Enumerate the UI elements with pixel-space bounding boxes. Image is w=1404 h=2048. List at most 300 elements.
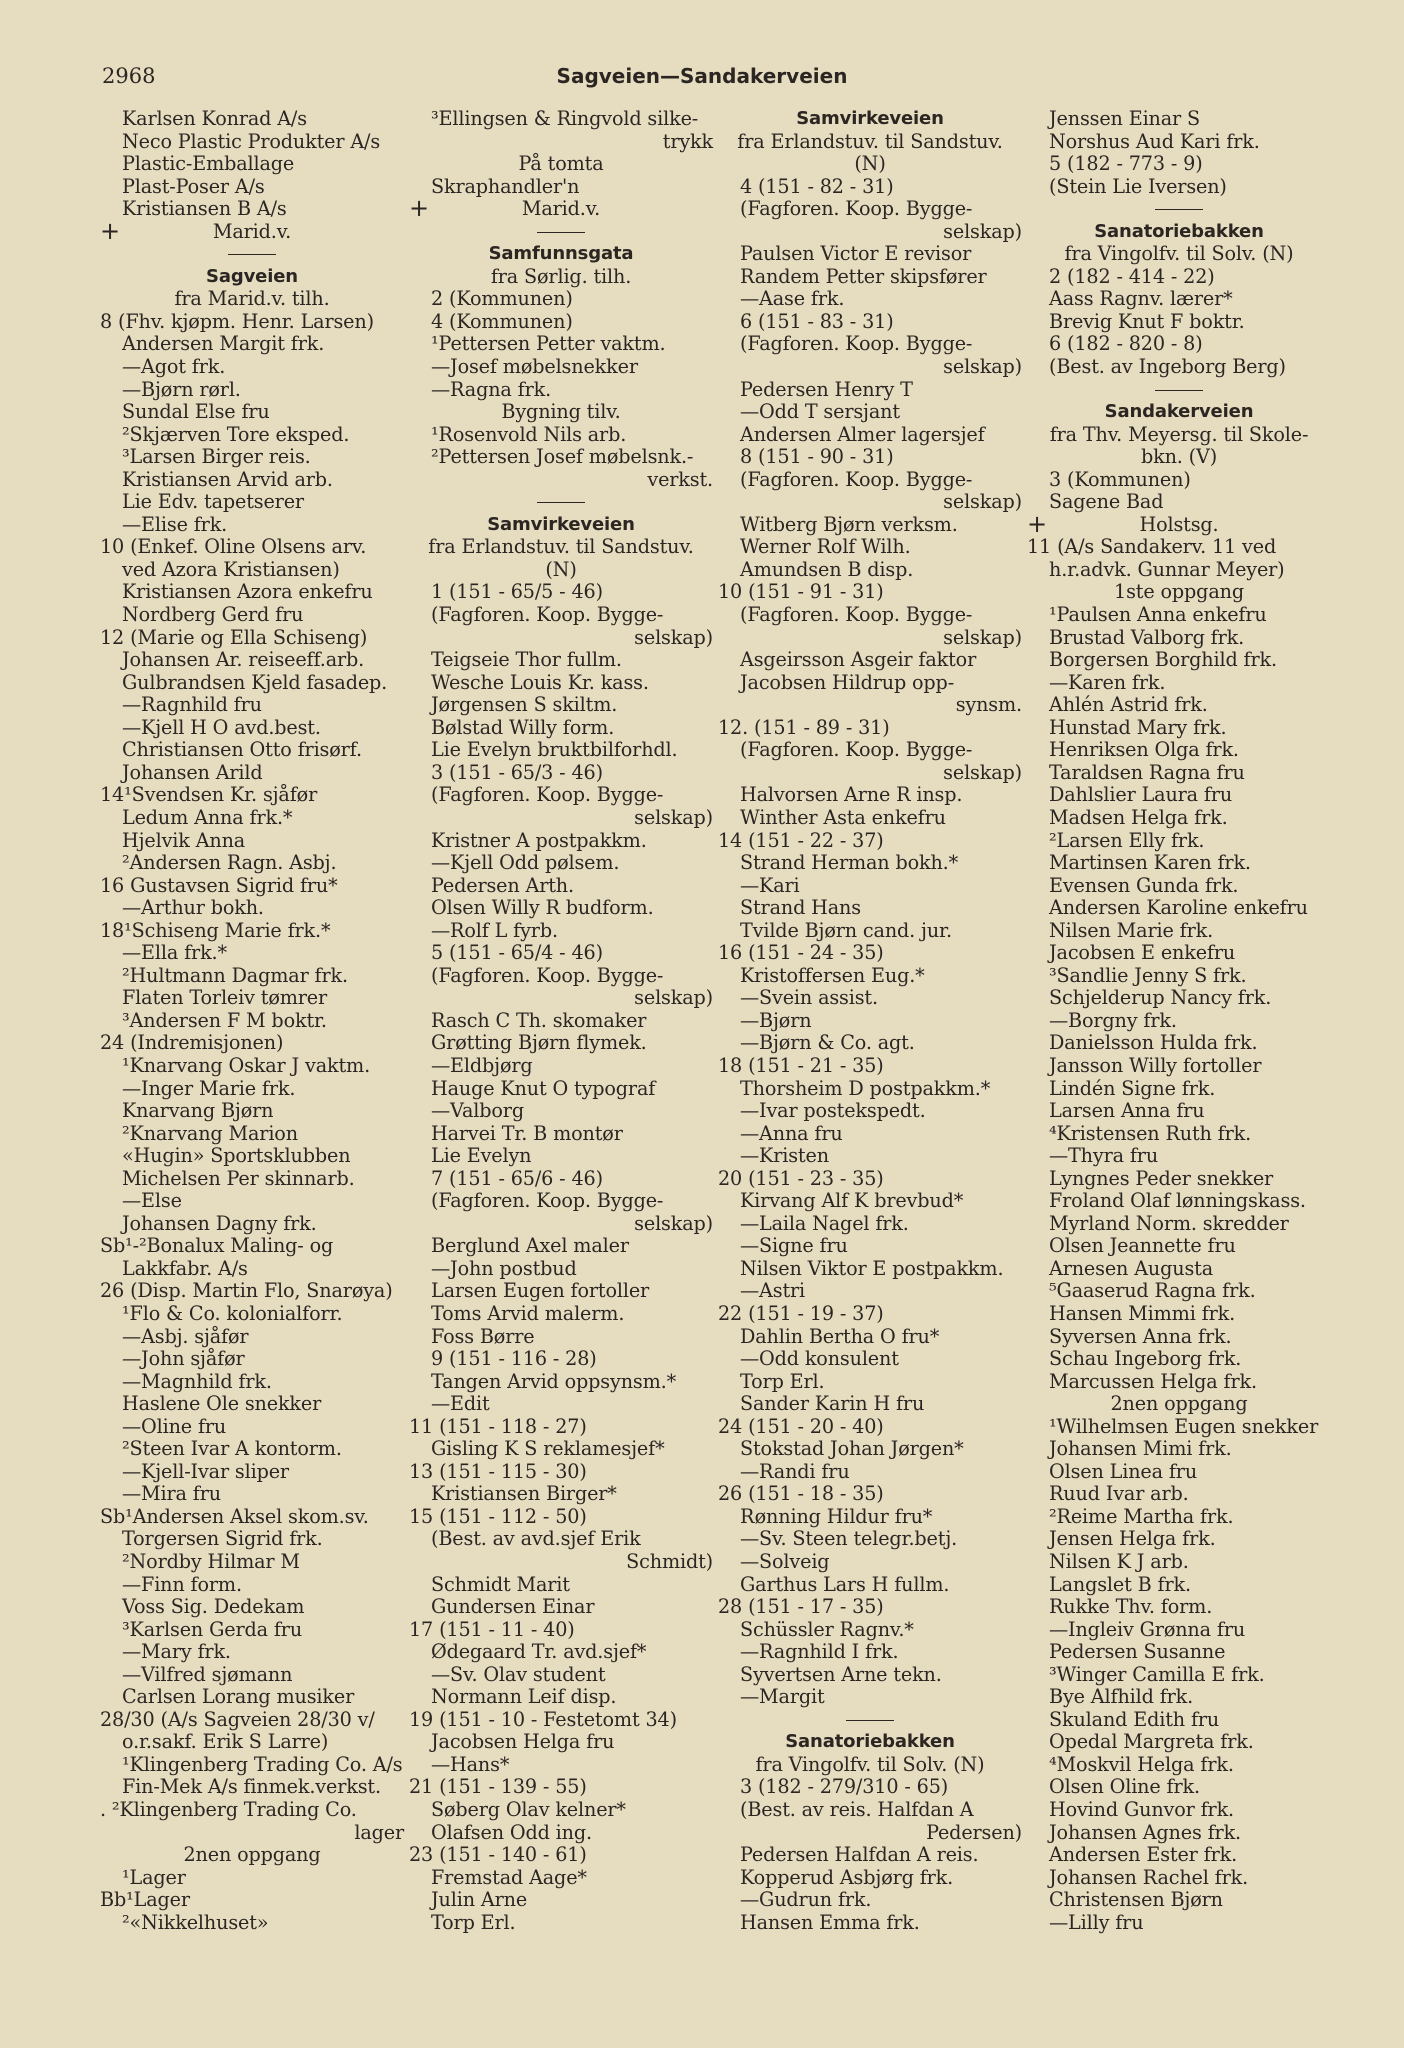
line-text: —Ragnhild fru [122, 693, 262, 717]
line-text: 2 (Kommunen) [431, 287, 573, 311]
line-text: 3 (182 - 279/310 - 65) [740, 1775, 949, 1799]
line-text: Samvirkeveien [796, 108, 944, 129]
line-text: Jørgensen S skiltm. [431, 693, 618, 717]
line-text: Wesche Louis Kr. kass. [431, 670, 649, 694]
line-text: Kristiansen Birger* [431, 1482, 617, 1506]
line-text: Hjelvik Anna [122, 828, 246, 852]
directory-line [718, 717, 1022, 740]
line-text: Stokstad Johan Jørgen* [740, 1437, 964, 1461]
line-text: Olsen Jeannette fru [1049, 1234, 1236, 1258]
directory-line [1027, 852, 1331, 875]
directory-line [409, 762, 713, 785]
column-1 [100, 108, 404, 1934]
directory-line [100, 1664, 404, 1687]
directory-line [1027, 1844, 1331, 1867]
line-text: Ahlén Astrid frk. [1049, 693, 1208, 717]
directory-line [409, 581, 713, 604]
line-text: —Kjell-Ivar sliper [122, 1459, 289, 1483]
directory-line [718, 1213, 1022, 1236]
line-text: Ledum Anna frk.* [122, 805, 293, 829]
line-text: —Ragna frk. [431, 377, 552, 401]
directory-line [1027, 1709, 1331, 1732]
line-text: —John sjåfør [122, 1347, 245, 1371]
section-divider [409, 221, 713, 244]
line-text: Sundal Else fru [122, 400, 270, 424]
line-text: ³Sandlie Jenny S frk. [1049, 963, 1247, 987]
line-text: —Vilfred sjømann [122, 1662, 293, 1686]
line-text: Ødegaard Tr. avd.sjef* [431, 1640, 647, 1664]
line-text: Teigseie Thor fullm. [431, 648, 622, 672]
line-text: —Else [122, 1189, 182, 1213]
line-text: ¹Knarvang Oskar J vaktm. [122, 1053, 371, 1077]
directory-line [1027, 807, 1331, 830]
line-text: Jacobsen E enkefru [1049, 941, 1236, 965]
directory-line [718, 1258, 1022, 1281]
directory-line [1027, 1799, 1331, 1822]
directory-line [409, 649, 713, 672]
line-text: Nilsen Marie frk. [1049, 918, 1214, 942]
directory-line [409, 1483, 713, 1506]
line-text: Winther Asta enkefru [740, 805, 946, 829]
line-text: —Odd T sersjant [740, 400, 900, 424]
directory-line [718, 288, 1022, 311]
line-text: Dahlin Bertha O fru* [740, 1324, 940, 1348]
line-text: —Kari [740, 873, 800, 897]
directory-line [409, 1032, 713, 1055]
line-text: Nilsen K J arb. [1049, 1550, 1189, 1573]
directory-line [409, 1190, 713, 1213]
line-text: ³Winger Camilla E frk. [1049, 1662, 1265, 1686]
directory-line [1027, 694, 1331, 717]
directory-line [1027, 243, 1331, 266]
line-text: 4 (151 - 82 - 31) [740, 174, 894, 198]
directory-line [1027, 1912, 1331, 1935]
directory-line [100, 604, 404, 627]
line-text: fra Vingolfv. til Solv. (N) [755, 1752, 985, 1776]
directory-line [718, 1461, 1022, 1484]
line-text: Pedersen) [926, 1820, 1022, 1844]
directory-line [100, 1123, 404, 1146]
directory-line [718, 1123, 1022, 1146]
directory-line [1027, 131, 1331, 154]
line-text: trykk [662, 129, 713, 153]
line-text: —Mira fru [122, 1482, 221, 1506]
line-text: ⁴Kristensen Ruth frk. [1049, 1121, 1252, 1145]
line-text: lager [354, 1820, 404, 1844]
directory-line [100, 356, 404, 379]
line-text: Langslet B frk. [1049, 1572, 1191, 1596]
line-text: —Solveig [740, 1550, 830, 1573]
directory-line [1027, 1010, 1331, 1033]
line-text: —Kjell H O avd.best. [122, 715, 321, 739]
line-text: 6 (151 - 83 - 31) [740, 309, 894, 333]
line-text: Lyngnes Peder snekker [1049, 1166, 1274, 1190]
line-text: —Eldbjørg [431, 1053, 533, 1077]
directory-line [409, 1010, 713, 1033]
directory-line [100, 1709, 404, 1732]
line-text: 2nen oppgang [183, 1843, 321, 1867]
line-text: Bygning tilv. [501, 400, 621, 424]
line-text: Taraldsen Ragna fru [1049, 760, 1245, 784]
directory-line [409, 1709, 713, 1732]
directory-line [718, 987, 1022, 1010]
line-text: (Fagforen. Koop. Bygge- [740, 603, 973, 627]
line-text: Pedersen Halfdan A reis. [740, 1843, 979, 1867]
directory-line [718, 1055, 1022, 1078]
line-text: Lindén Signe frk. [1049, 1076, 1216, 1100]
directory-line [1027, 1438, 1331, 1461]
directory-line [718, 424, 1022, 447]
line-text: 10 (Enkef. Oline Olsens arv. [100, 535, 367, 559]
line-text: Grøtting Bjørn flymek. [431, 1031, 647, 1055]
line-text: Sagveien [206, 265, 298, 287]
street-heading [409, 514, 713, 537]
line-text: ¹Flo & Co. kolonialforr. [122, 1301, 343, 1325]
line-text: —Odd konsulent [740, 1347, 899, 1371]
directory-line [409, 469, 713, 492]
directory-line [409, 627, 713, 650]
line-text: —Kjell Odd pølsem. [431, 851, 620, 875]
line-text: Samvirkeveien [487, 513, 635, 535]
line-text: 12 (Marie og Ella Schiseng) [100, 625, 368, 649]
line-text: (Fagforen. Koop. Bygge- [431, 963, 664, 987]
directory-line [100, 694, 404, 717]
directory-line [718, 559, 1022, 582]
line-text: (N) [854, 152, 886, 176]
line-text: —Josef møbelsnekker [431, 355, 638, 379]
line-text: Henriksen Olga frk. [1049, 738, 1239, 762]
line-text: Christiansen Otto frisørf. [122, 738, 362, 762]
line-text: Skuland Edith fru [1049, 1707, 1220, 1731]
directory-line [718, 131, 1022, 154]
line-text: 16 Gustavsen Sigrid fru* [100, 873, 338, 897]
directory-line [718, 1528, 1022, 1551]
directory-line [409, 694, 713, 717]
line-text: Sandakerveien [1104, 401, 1254, 423]
directory-line [409, 1235, 713, 1258]
directory-line [409, 830, 713, 853]
line-text: Rønning Hildur fru* [740, 1504, 933, 1528]
directory-line [718, 1574, 1022, 1597]
directory-line [718, 1551, 1022, 1574]
directory-line [1027, 1619, 1331, 1642]
directory-line [100, 153, 404, 176]
directory-line [718, 1889, 1022, 1912]
directory-line [100, 1100, 404, 1123]
directory-line [409, 379, 713, 402]
line-text: Amundsen B disp. [740, 557, 914, 581]
directory-line [1027, 1822, 1331, 1845]
directory-line [1027, 1867, 1331, 1890]
line-text: Strand Hans [740, 896, 861, 920]
directory-line [718, 604, 1022, 627]
directory-line [409, 1506, 713, 1529]
directory-line [718, 1326, 1022, 1349]
directory-line [409, 875, 713, 898]
line-text: ³Larsen Birger reis. [122, 445, 311, 469]
line-text: bkn. (V) [1140, 445, 1218, 469]
directory-line [100, 649, 404, 672]
directory-line [1027, 1483, 1331, 1506]
line-text: —Sv. Steen telegr.betj. [740, 1527, 958, 1551]
line-text: Syversen Anna frk. [1049, 1324, 1232, 1348]
line-text: Olsen Oline frk. [1049, 1775, 1200, 1799]
directory-line [409, 536, 713, 559]
directory-line [1027, 920, 1331, 943]
line-text: ²Steen Ivar A kontorm. [122, 1437, 342, 1461]
line-text: 17 (151 - 11 - 40) [409, 1617, 575, 1641]
line-text: Lie Evelyn bruktbilforhdl. [431, 738, 678, 762]
line-text: Schjelderup Nancy frk. [1049, 986, 1272, 1010]
directory-line [100, 897, 404, 920]
line-text: Hunstad Mary frk. [1049, 715, 1227, 739]
line-text: —Ingleiv Grønna fru [1049, 1617, 1246, 1641]
directory-line [409, 1686, 713, 1709]
directory-line [100, 1461, 404, 1484]
line-text: —Valborg [431, 1099, 524, 1123]
line-text: selskap) [634, 1211, 713, 1235]
directory-line [1027, 1032, 1331, 1055]
line-text: Neco Plastic Produkter A/s [122, 129, 381, 153]
directory-line [1027, 1506, 1331, 1529]
line-text: Kristiansen Azora enkefru [122, 580, 373, 604]
directory-line [718, 356, 1022, 379]
line-text: —Gudrun frk. [740, 1888, 872, 1912]
line-text: —Bjørn [740, 1008, 812, 1032]
line-text: Brevig Knut F boktr. [1049, 309, 1245, 333]
directory-line [409, 604, 713, 627]
street-heading [409, 243, 713, 266]
directory-line [100, 216, 404, 245]
line-text: Arnesen Augusta [1049, 1256, 1214, 1280]
line-text: «Hugin» Sportsklubben [122, 1144, 351, 1168]
line-text: ³Ellingsen & Ringvold silke- [431, 107, 699, 130]
directory-line [1027, 424, 1331, 447]
line-text: ¹Wilhelmsen Eugen snekker [1049, 1414, 1319, 1438]
line-text: Syvertsen Arne tekn. [740, 1662, 942, 1686]
line-text: fra Erlandstuv. til Sandstuv. [428, 535, 694, 559]
directory-line [100, 627, 404, 650]
directory-line [1027, 987, 1331, 1010]
directory-line [100, 1213, 404, 1236]
directory-line [100, 1528, 404, 1551]
line-text: h.r.advk. Gunnar Meyer) [1049, 557, 1285, 581]
directory-line [100, 1844, 404, 1867]
line-text: selskap) [634, 625, 713, 649]
directory-line [409, 1348, 713, 1371]
line-text: —Magnhild frk. [122, 1369, 272, 1393]
line-text: Toms Arvid malerm. [431, 1301, 625, 1325]
line-text: Froland Olaf lønningskass. [1049, 1189, 1306, 1213]
line-text: Kristner A postpakkm. [431, 828, 647, 852]
line-text: Knarvang Bjørn [122, 1099, 274, 1123]
line-text: 11 (A/s Sandakerv. 11 ved [1027, 535, 1277, 559]
line-text: Jansson Willy fortoller [1049, 1053, 1262, 1077]
line-text: Bye Alfhild frk. [1049, 1685, 1194, 1709]
directory-line [100, 1326, 404, 1349]
directory-line [100, 1641, 404, 1664]
directory-line [1027, 288, 1331, 311]
directory-line [100, 1574, 404, 1597]
line-text: 18 (151 - 21 - 35) [718, 1053, 884, 1077]
line-text: —Rolf L fyrb. [431, 918, 558, 942]
directory-line [100, 1235, 404, 1258]
line-text: Asgeirsson Asgeir faktor [740, 648, 977, 672]
directory-line [409, 1822, 713, 1845]
line-text: Jensen Helga frk. [1049, 1527, 1216, 1551]
directory-line [718, 1371, 1022, 1394]
directory-line [1027, 1235, 1331, 1258]
directory-line [718, 491, 1022, 514]
directory-line [1027, 1528, 1331, 1551]
directory-line [1027, 627, 1331, 650]
directory-line [409, 424, 713, 447]
directory-line [718, 1619, 1022, 1642]
directory-line [100, 559, 404, 582]
line-text: —Kristen [740, 1144, 829, 1168]
directory-line [718, 627, 1022, 650]
line-text: —Mary frk. [122, 1640, 231, 1664]
line-text: —Sv. Olav student [431, 1662, 606, 1686]
directory-line [100, 1889, 404, 1912]
directory-line [100, 987, 404, 1010]
directory-line [100, 311, 404, 334]
line-text: Borgersen Borghild frk. [1049, 648, 1277, 672]
directory-line [100, 784, 404, 807]
directory-line [100, 920, 404, 943]
directory-line [100, 1416, 404, 1439]
line-text: Schmidt) [626, 1550, 713, 1573]
line-text: —Signe fru [740, 1234, 848, 1258]
line-text: fra Vingolfv. til Solv. (N) [1064, 242, 1294, 266]
line-text: Aass Ragnv. lærer* [1049, 287, 1233, 311]
line-text: —Lilly fru [1049, 1910, 1144, 1934]
directory-line [1027, 108, 1331, 131]
directory-line [1027, 1574, 1331, 1597]
directory-line [718, 311, 1022, 334]
directory-line [1027, 176, 1331, 199]
directory-line [100, 1371, 404, 1394]
directory-line [409, 446, 713, 469]
line-text: Norshus Aud Kari frk. [1049, 129, 1260, 153]
line-text: 3 (151 - 65/3 - 46) [431, 760, 603, 784]
directory-line [718, 1596, 1022, 1619]
line-text: Bølstad Willy form. [431, 715, 615, 739]
line-text: Kristiansen Arvid arb. [122, 467, 333, 491]
line-text: 21 (151 - 139 - 55) [409, 1775, 587, 1799]
directory-line [1027, 1303, 1331, 1326]
line-text: Haslene Ole snekker [122, 1392, 322, 1416]
line-text: ⁴Moskvil Helga frk. [1049, 1752, 1234, 1776]
directory-line [100, 1799, 404, 1822]
directory-line [409, 1912, 713, 1935]
directory-line [100, 1686, 404, 1709]
line-text: Johansen Arild [122, 760, 263, 784]
directory-line [1027, 784, 1331, 807]
section-divider [1027, 198, 1331, 221]
directory-line [100, 1010, 404, 1033]
directory-line [100, 1055, 404, 1078]
line-text: Sanatoriebakken [785, 1731, 955, 1753]
line-text: Larsen Anna fru [1049, 1099, 1205, 1123]
directory-line [409, 1619, 713, 1642]
directory-line [1027, 1145, 1331, 1168]
line-text: Andersen Karoline enkefru [1049, 896, 1308, 920]
line-text: selskap) [943, 625, 1022, 649]
line-text: selskap) [943, 490, 1022, 514]
section-divider [100, 243, 404, 266]
directory-line [100, 1280, 404, 1303]
line-text: Sb¹-²Bonalux Maling- og [100, 1234, 334, 1258]
line-text: Andersen Margit frk. [122, 332, 325, 356]
line-text: Brustad Valborg frk. [1049, 625, 1245, 649]
line-text: ¹Pettersen Petter vaktm. [431, 332, 666, 356]
line-text: Sb¹Andersen Aksel skom.sv. [100, 1504, 369, 1528]
directory-line [1027, 739, 1331, 762]
line-text: 24 (151 - 20 - 40) [718, 1414, 884, 1438]
directory-line [100, 1258, 404, 1281]
directory-line [409, 1461, 713, 1484]
line-text: Torp Erl. [431, 1910, 516, 1934]
line-text: 1ste oppgang [1114, 580, 1244, 604]
line-text: —Oline fru [122, 1414, 227, 1438]
directory-line [409, 153, 713, 176]
line-text: Johansen Ar. reiseeff.arb. [122, 648, 365, 672]
directory-line [409, 333, 713, 356]
line-text: 28/30 (A/s Sagveien 28/30 v/ [100, 1707, 375, 1731]
line-text: ³Karlsen Gerda fru [122, 1617, 303, 1641]
section-divider [409, 491, 713, 514]
directory-line [100, 176, 404, 199]
line-text: Nilsen Viktor E postpakkm. [740, 1256, 1004, 1280]
line-text: 13 (151 - 115 - 30) [409, 1459, 587, 1483]
directory-line [409, 559, 713, 582]
line-text: Holstsg. [1139, 512, 1219, 536]
line-text: (Best. av avd.sjef Erik [431, 1527, 641, 1551]
directory-line [100, 1145, 404, 1168]
line-text: 23 (151 - 140 - 61) [409, 1843, 587, 1867]
directory-line [1027, 333, 1331, 356]
line-text: Hansen Emma frk. [740, 1910, 920, 1934]
line-text: 26 (151 - 18 - 35) [718, 1482, 884, 1506]
directory-line [1027, 1641, 1331, 1664]
directory-line [718, 1190, 1022, 1213]
directory-line [1027, 1754, 1331, 1777]
line-text: 5 (151 - 65/4 - 46) [431, 941, 603, 965]
line-text: Schmidt Marit [431, 1572, 570, 1596]
line-text: —Laila Nagel frk. [740, 1211, 909, 1235]
directory-line [718, 333, 1022, 356]
line-text: ¹Rosenvold Nils arb. [431, 422, 627, 446]
line-text: Christensen Bjørn [1049, 1888, 1223, 1912]
street-heading [1027, 401, 1331, 424]
directory-line [1027, 875, 1331, 898]
line-text: Harvei Tr. B montør [431, 1121, 623, 1145]
line-text: Julin Arne [431, 1888, 528, 1912]
line-text: Pedersen Arth. [431, 873, 574, 897]
line-text: 26 (Disp. Martin Flo, Snarøya) [100, 1279, 393, 1303]
directory-line [718, 1776, 1022, 1799]
line-text: ved Azora Kristiansen) [122, 557, 340, 581]
line-text: 14¹Svendsen Kr. sjåfør [100, 783, 318, 807]
page-header: Sagveien—Sandakerveien [556, 64, 848, 88]
directory-line [718, 1393, 1022, 1416]
line-text: På tomta [518, 152, 604, 176]
line-text: Dahlslier Laura fru [1049, 783, 1233, 807]
line-text: ¹Lager [122, 1865, 186, 1889]
directory-line [718, 1235, 1022, 1258]
line-text: Halvorsen Arne R insp. [740, 783, 963, 807]
